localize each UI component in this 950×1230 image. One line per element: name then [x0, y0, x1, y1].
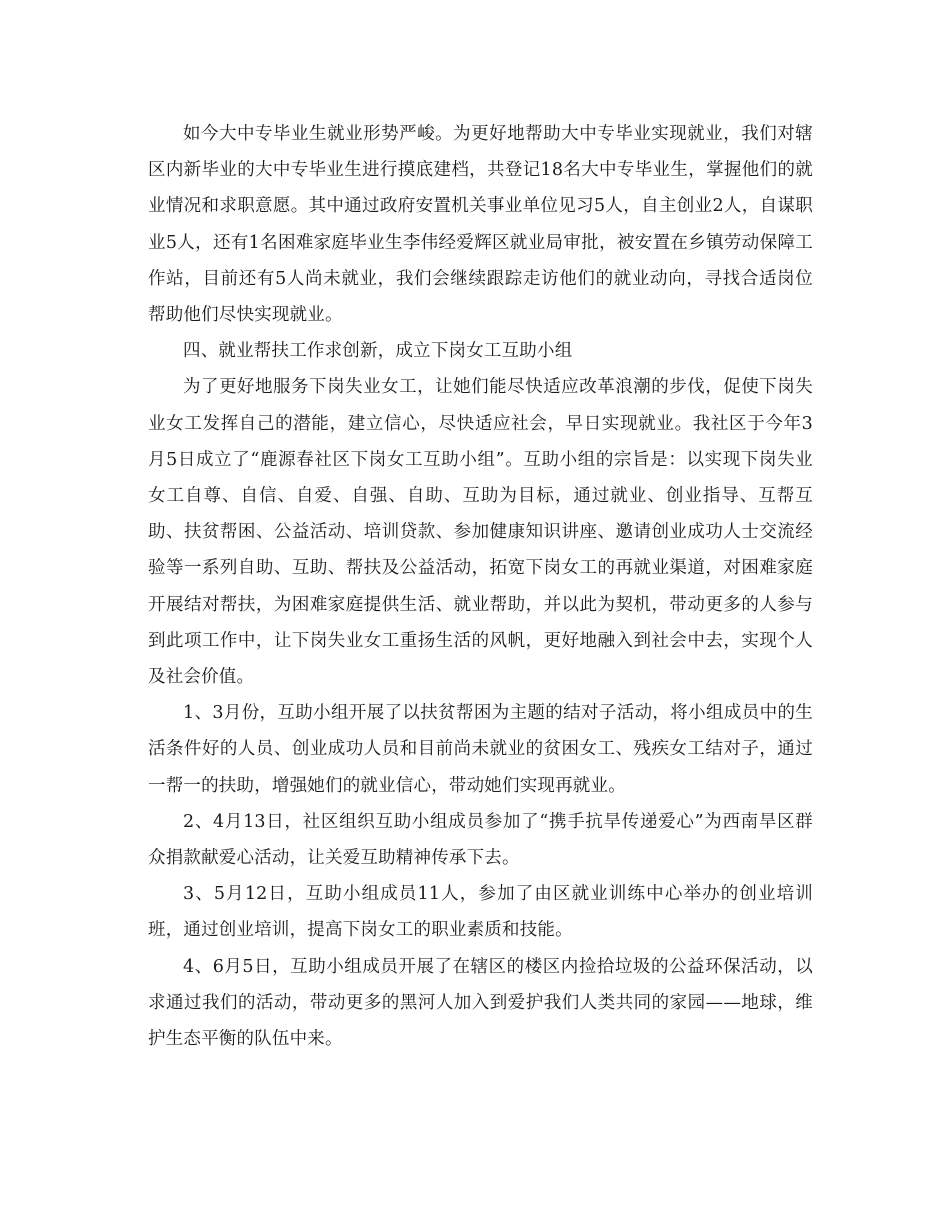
paragraph-item-3: 3、5月12日，互助小组成员11人，参加了由区就业训练中心举办的创业培训班，通过创业培训，提高下岗女工的职业素质和技能。 — [148, 884, 813, 941]
paragraph-item-4: 4、6月5日，互助小组成员开展了在辖区的楼区内捡拾垃圾的公益环保活动，以求通过我们的活动，带动更多的黑河人加入到爱护我们人类共同的家园——地球，维护生态平衡的队伍中来。 — [148, 956, 813, 1050]
paragraph-mutual-aid-group: 为了更好地服务下岗失业女工，让她们能尽快适应改革浪潮的步伐，促使下岗失业女工发挥自己的潜能，建立信心，尽快适应社会，早日实现就业。我社区于今年3月5日成立了“鹿源春社区下岗女工互助小组”。互助小组的宗旨是：以实现下岗失业女工自尊、自信、自爱、自强、自助、互助为目标，通过就业、创业指导、互帮互助、扶贫帮困、公益活动、培训贷款、参加健康知识讲座、邀请创业成功人士交流经验等一系列自助、互助、帮扶及公益活动，拓宽下岗女工的再就业渠道，对困难家庭开展结对帮扶，为困难家庭提供生活、就业帮助，并以此为契机，带动更多的人参与到此项工作中，让下岗失业女工重扬生活的风帆，更好地融入到社会中去，实现个人及社会价值。 — [148, 377, 813, 688]
paragraph-graduate-employment: 如今大中专毕业生就业形势严峻。为更好地帮助大中专毕业实现就业，我们对辖区内新毕业的大中专毕业生进行摸底建档，共登记18名大中专毕业生，掌握他们的就业情况和求职意愿。其中通过政府安置机关事业单位见习5人，自主创业2人，自谋职业5人，还有1名困难家庭毕业生李伟经爱辉区就业局审批，被安置在乡镇劳动保障工作站，目前还有5人尚未就业，我们会继续跟踪走访他们的就业动向，寻找合适岗位帮助他们尽快实现就业。 — [148, 124, 813, 326]
paragraph-item-2: 2、4月13日，社区组织互助小组成员参加了“携手抗旱传递爱心”为西南旱区群众捐款献爱心活动，让关爱互助精神传承下去。 — [148, 811, 813, 869]
document-body — [148, 116, 813, 1057]
section-heading-four: 四、就业帮扶工作求创新，成立下岗女工互助小组 — [183, 341, 573, 362]
paragraph-item-1: 1、3月份，互助小组开展了以扶贫帮困为主题的结对子活动，将小组成员中的生活条件好的人员、创业成功人员和目前尚未就业的贫困女工、残疾女工结对子，通过一帮一的扶助，增强她们的就业信心，带动她们实现再就业。 — [148, 703, 813, 796]
